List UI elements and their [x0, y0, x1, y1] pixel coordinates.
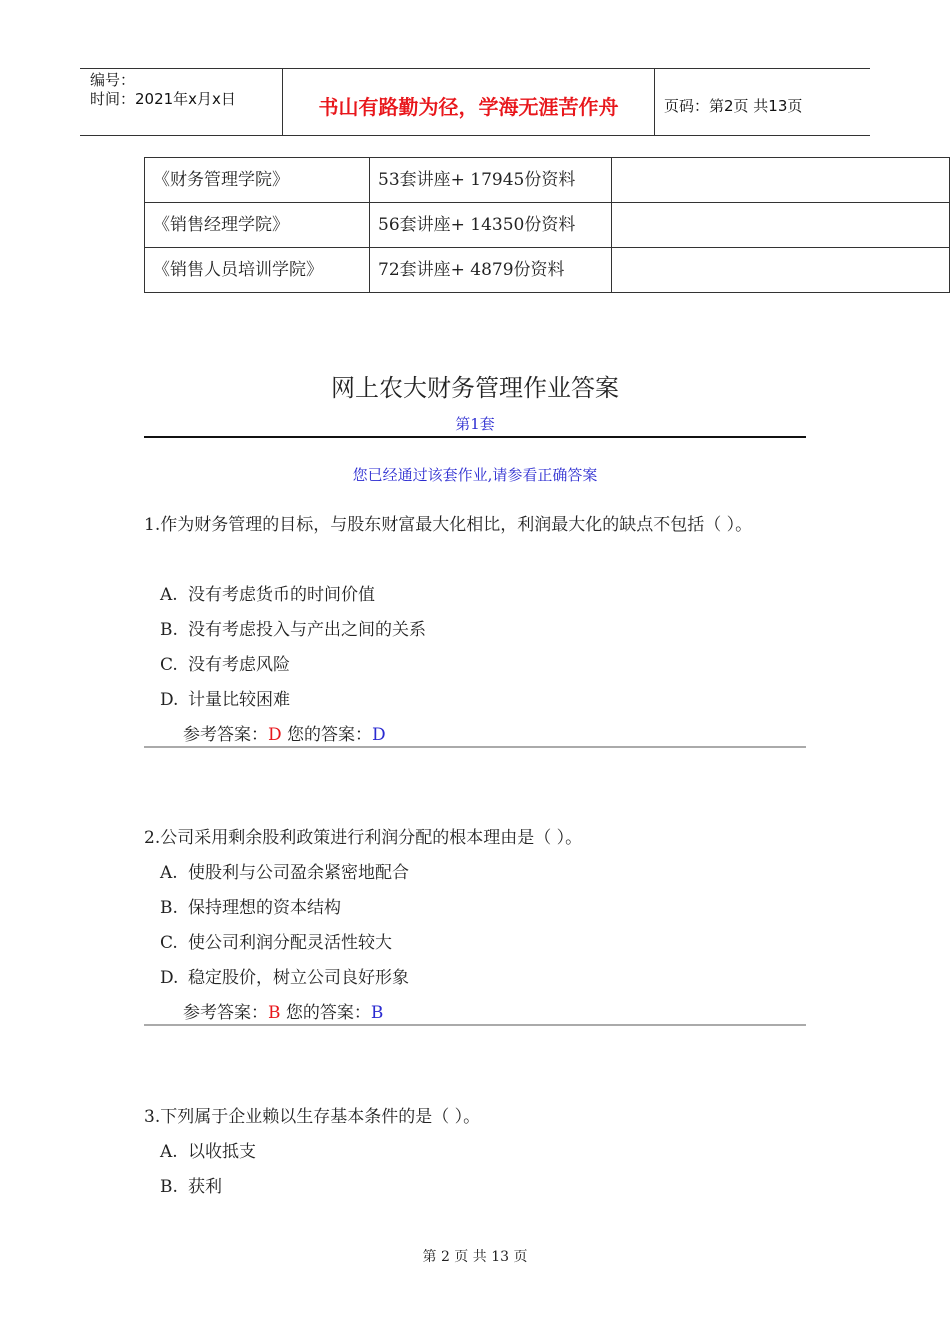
table-row [145, 158, 950, 203]
option-text: 使股利与公司盈余紧密地配合 [188, 863, 409, 883]
resource-name: 《财务管理学院》 [145, 158, 370, 203]
option-letter: D. [160, 968, 179, 988]
question-stem: 1.作为财务管理的目标，与股东财富最大化相比，利润最大化的缺点不包括（ ）。 [144, 515, 753, 535]
question-stem: 2.公司采用剩余股利政策进行利润分配的根本理由是（ ）。 [144, 828, 583, 848]
option-text: 没有考虑投入与产出之间的关系 [188, 620, 426, 640]
option-text: 保持理想的资本结构 [188, 898, 341, 918]
option-letter: A. [160, 585, 178, 605]
table-row [145, 203, 950, 248]
answer-line [183, 721, 386, 749]
reference-label: 参考答案： [183, 725, 268, 745]
passed-message: 您已经通过该套作业,请参看正确答案 [352, 466, 598, 484]
option-letter: C. [160, 933, 178, 953]
question-stem: 3.下列属于企业赖以生存基本条件的是（ ）。 [144, 1107, 481, 1127]
resource-name: 《销售人员培训学院》 [145, 248, 370, 293]
document-title: 网上农大财务管理作业答案 [331, 374, 619, 402]
time-label: 时间：2021年x月x日 [90, 90, 236, 108]
option-c [160, 926, 392, 961]
your-answer-label: 您的答案： [285, 1003, 371, 1023]
resource-content: 53套讲座+ 17945份资料 [370, 158, 612, 203]
option-text: 使公司利润分配灵活性较大 [188, 933, 392, 953]
reference-answer: B [268, 1003, 281, 1023]
option-a [160, 578, 375, 613]
option-letter: B. [160, 898, 178, 918]
option-letter: D. [160, 690, 179, 710]
title-divider [144, 436, 806, 438]
page-footer: 第 2 页 共 13 页 [422, 1249, 528, 1265]
number-label: 编号： [90, 71, 136, 89]
page-header [80, 68, 870, 136]
table-row [145, 248, 950, 293]
option-d [160, 961, 409, 996]
resource-name: 《销售经理学院》 [145, 203, 370, 248]
answer-divider [144, 746, 806, 748]
reference-answer: D [268, 725, 282, 745]
option-text: 稳定股价，树立公司良好形象 [188, 968, 409, 988]
set-label: 第1套 [455, 415, 495, 433]
header-meta [90, 71, 236, 109]
option-letter: B. [160, 620, 178, 640]
option-letter: C. [160, 655, 178, 675]
header-motto: 书山有路勤为径，学海无涯苦作舟 [318, 95, 619, 119]
option-text: 没有考虑货币的时间价值 [188, 585, 375, 605]
option-text: 计量比较困难 [188, 690, 290, 710]
resource-content: 72套讲座+ 4879份资料 [370, 248, 612, 293]
reference-label: 参考答案： [183, 1003, 268, 1023]
your-answer-label: 您的答案： [287, 725, 373, 745]
option-letter: A. [160, 1142, 178, 1162]
header-page-info: 页码：第2页 共13页 [664, 97, 803, 115]
option-letter: B. [160, 1177, 178, 1197]
header-divider [654, 69, 655, 135]
option-text: 获利 [188, 1177, 222, 1197]
resources-table [144, 157, 950, 293]
option-b [160, 613, 426, 648]
resource-note [612, 248, 950, 293]
option-a [160, 1135, 256, 1170]
option-letter: A. [160, 863, 178, 883]
option-a [160, 856, 409, 891]
resource-note [612, 203, 950, 248]
resource-content: 56套讲座+ 14350份资料 [370, 203, 612, 248]
answer-line [183, 999, 383, 1027]
option-text: 没有考虑风险 [188, 655, 290, 675]
option-b [160, 891, 341, 926]
your-answer: B [370, 1003, 384, 1023]
option-c [160, 648, 290, 683]
answer-divider [144, 1024, 806, 1026]
resource-note [612, 158, 950, 203]
your-answer: D [372, 725, 386, 745]
option-b [160, 1170, 222, 1205]
option-d [160, 683, 290, 718]
option-text: 以收抵支 [188, 1142, 256, 1162]
